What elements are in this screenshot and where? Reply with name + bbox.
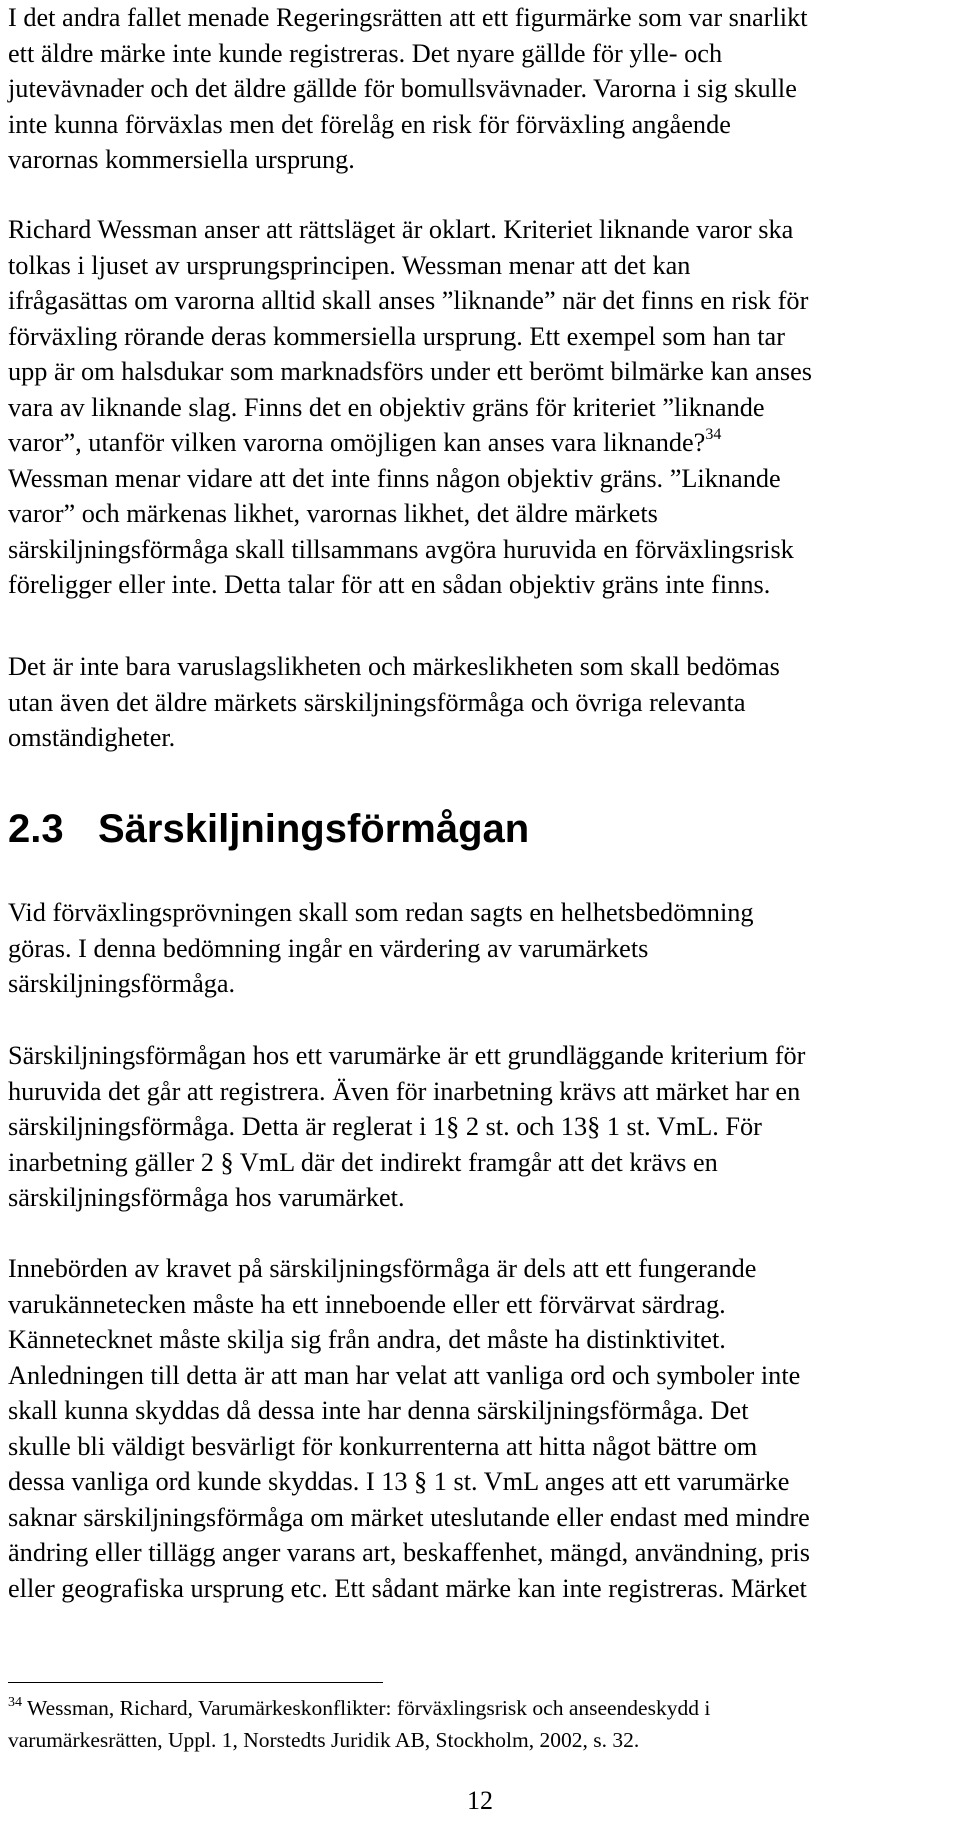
text-line: varornas kommersiella ursprung.	[8, 145, 355, 174]
footnote-reference[interactable]: 34	[705, 426, 722, 443]
paragraph-3	[8, 649, 958, 756]
text-line: utan även det äldre märkets särskiljningsförmåga och övriga relevanta	[8, 687, 746, 717]
paragraph-6	[8, 1251, 958, 1606]
text-line: Wessman menar vidare att det inte finns någon objektiv gräns. ”Liknande	[8, 463, 781, 493]
text-line: Kännetecknet måste skilja sig från andra, det måste ha distinktivitet.	[8, 1325, 726, 1354]
text-line: dessa vanliga ord kunde skyddas. I 13 § 1 st. VmL anges att ett varumärke	[8, 1467, 790, 1496]
text-line: särskiljningsförmåga hos varumärket.	[8, 1183, 405, 1212]
text-line: särskiljningsförmåga. Detta är reglerat i 1§ 2 st. och 13§ 1 st. VmL. För	[8, 1112, 762, 1141]
footnote-text: Wessman, Richard, Varumärkeskonflikter: förväxlingsrisk och anseendeskydd i	[27, 1696, 711, 1720]
text-line: förväxling rörande deras kommersiella ursprung. Ett exempel som han tar	[8, 321, 785, 351]
paragraph-5	[8, 1038, 958, 1216]
text-line: I det andra fallet menade Regeringsrätten att ett figurmärke som var snarlikt	[8, 3, 808, 32]
text-line: Särskiljningsförmågan hos ett varumärke är ett grundläggande kriterium för	[8, 1041, 806, 1070]
footnote-line	[8, 1693, 948, 1725]
text-line: inarbetning gäller 2 § VmL där det indirekt framgår att det krävs en	[8, 1147, 718, 1177]
text-line: huruvida det går att registrera. Även för inarbetning krävs att märket har en	[8, 1076, 801, 1106]
text-line-with-footnote-ref	[8, 425, 958, 461]
text-line: föreligger eller inte. Detta talar för att en sådan objektiv gräns inte finns.	[8, 570, 771, 599]
text-line: göras. I denna bedömning ingår en värdering av varumärkets	[8, 933, 649, 963]
text-line: Richard Wessman anser att rättsläget är oklart. Kriteriet liknande varor ska	[8, 215, 794, 244]
section-heading	[8, 805, 529, 853]
text-line: upp är om halsdukar som marknadsförs under ett berömt bilmärke kan anses	[8, 357, 813, 386]
text-line: Innebörden av kravet på särskiljningsförmåga är dels att ett fungerande	[8, 1254, 757, 1283]
section-title: Särskiljningsförmågan	[98, 807, 530, 851]
text-line: ifrågasättas om varorna alltid skall anses ”liknande” när det finns en risk för	[8, 286, 809, 315]
text-line: eller geografiska ursprung etc. Ett sådant märke kan inte registreras. Märket	[8, 1573, 807, 1603]
text-line: omständigheter.	[8, 723, 176, 752]
text-line: vara av liknande slag. Finns det en objektiv gräns för kriteriet ”liknande	[8, 392, 765, 422]
text-line: jutevävnader och det äldre gällde för bomullsvävnader. Varorna i sig skulle	[8, 74, 797, 103]
text-line: varor” och märkenas likhet, varornas likhet, det äldre märkets	[8, 499, 658, 528]
text-line: saknar särskiljningsförmåga om märket uteslutande eller endast med mindre	[8, 1502, 810, 1532]
section-number: 2.3	[8, 807, 64, 851]
text-line: skall kunna skyddas då dessa inte har denna särskiljningsförmåga. Det	[8, 1396, 749, 1425]
text-line: skulle bli väldigt besvärligt för konkurrenterna att hitta något bättre om	[8, 1431, 758, 1461]
text-line: tolkas i ljuset av ursprungsprincipen. Wessman menar att det kan	[8, 250, 691, 280]
paragraph-2	[8, 212, 958, 603]
text-line: särskiljningsförmåga skall tillsammans avgöra huruvida en förväxlingsrisk	[8, 534, 794, 564]
text-line: Anledningen till detta är att man har velat att vanliga ord och symboler inte	[8, 1360, 801, 1390]
text-line: ett äldre märke inte kunde registreras. Det nyare gällde för ylle- och	[8, 38, 723, 68]
text-line: varor”, utanför vilken varorna omöjligen kan anses vara liknande?	[8, 428, 706, 457]
text-line: inte kunna förväxlas men det förelåg en risk för förväxling angående	[8, 109, 731, 139]
footnote-line: varumärkesrätten, Uppl. 1, Norstedts Juridik AB, Stockholm, 2002, s. 32.	[8, 1727, 640, 1752]
paragraph-4	[8, 895, 958, 1002]
text-line: varukännetecken måste ha ett inneboende eller ett förvärvat särdrag.	[8, 1289, 726, 1319]
text-line: Vid förväxlingsprövningen skall som redan sagts en helhetsbedömning	[8, 898, 754, 927]
text-line: Det är inte bara varuslagslikheten och märkeslikheten som skall bedömas	[8, 652, 780, 681]
page-number: 12	[467, 1786, 493, 1815]
footnote	[8, 1693, 948, 1756]
footnote-separator	[8, 1682, 383, 1683]
footnote-number: 34	[8, 1695, 22, 1710]
text-line: särskiljningsförmåga.	[8, 969, 236, 998]
paragraph-1	[8, 0, 958, 178]
text-line: ändring eller tillägg anger varans art, beskaffenhet, mängd, användning, pris	[8, 1538, 811, 1567]
